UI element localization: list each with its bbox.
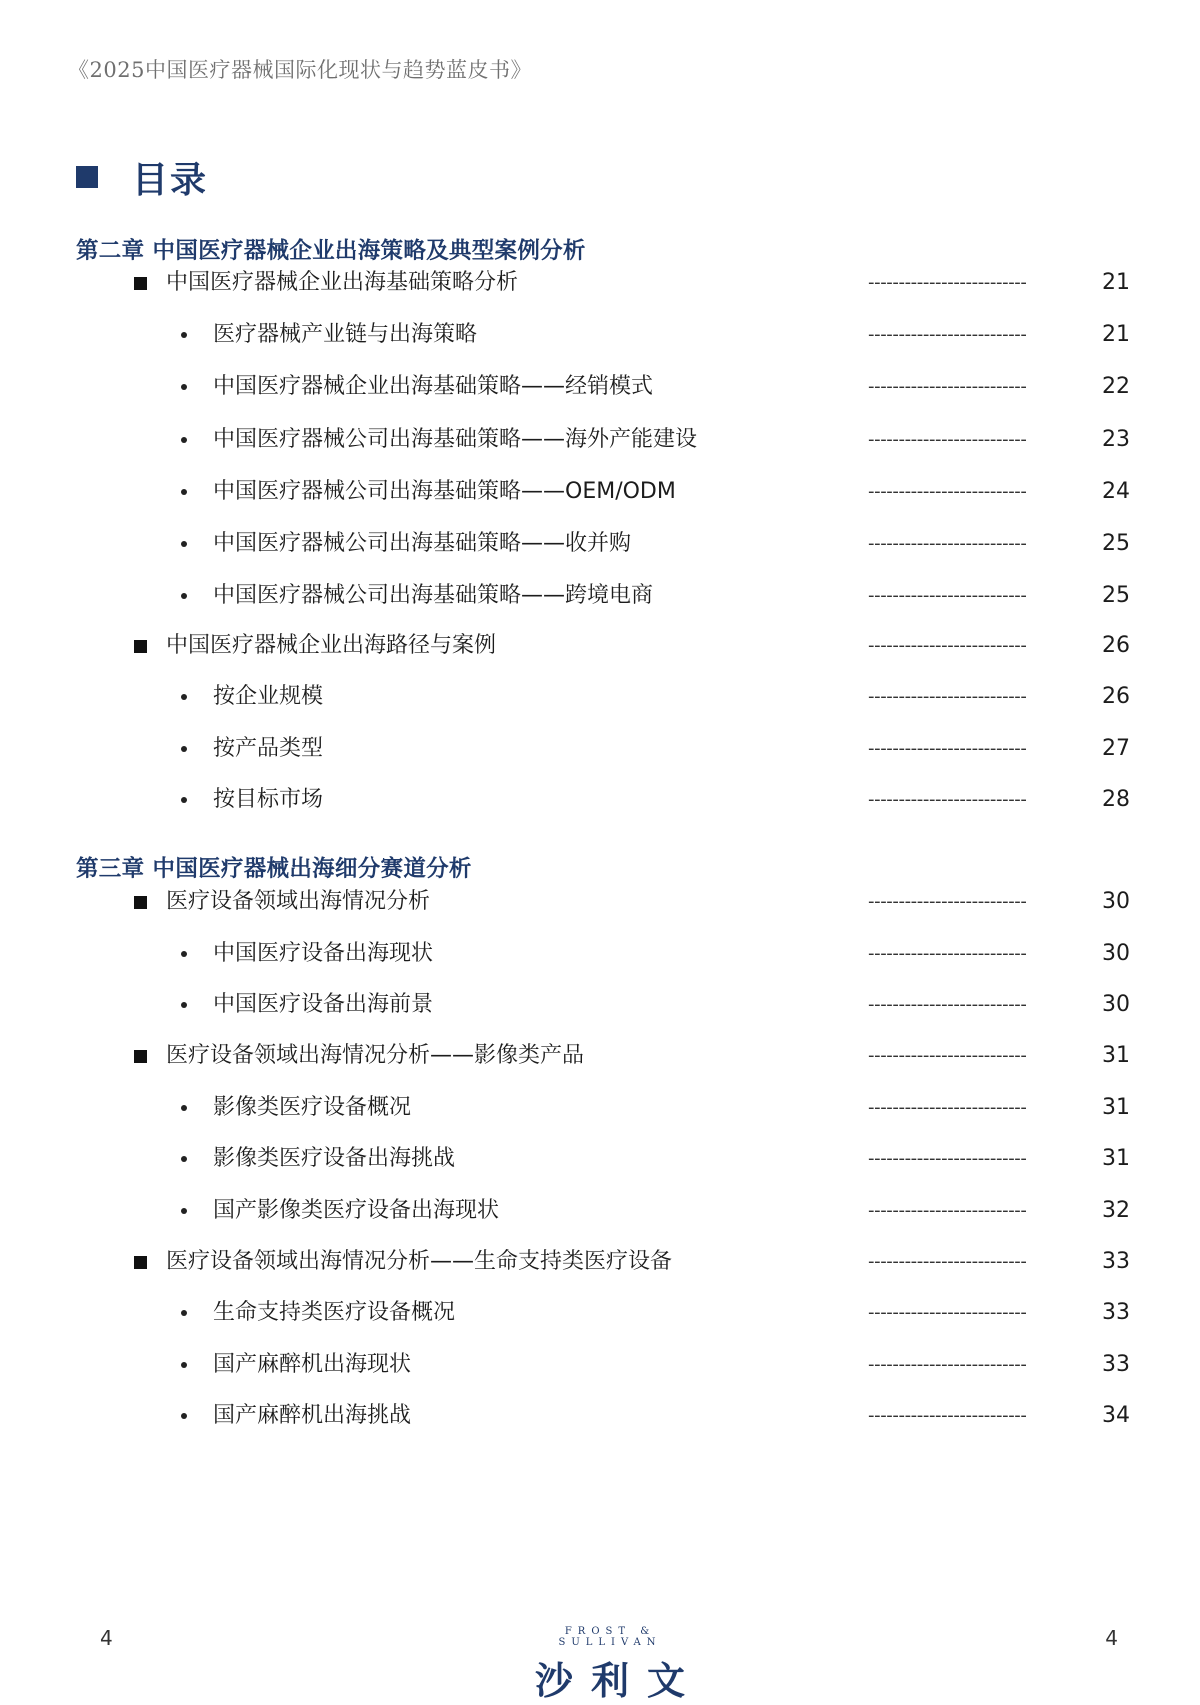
entry-label: 中国医疗器械企业出海基础策略分析 <box>166 270 519 295</box>
entry-label: 中国医疗设备出海现状 <box>213 941 434 966</box>
chapter-title: 第二章 中国医疗器械企业出海策略及典型案例分析 <box>76 238 586 264</box>
dot-leader: -------------------------- <box>868 1148 1027 1169</box>
entry-page-number: 21 <box>1102 322 1130 347</box>
entry-page-number: 33 <box>1102 1352 1130 1377</box>
toc-subsection-entry[interactable] <box>0 937 1200 971</box>
dot-bullet-icon <box>181 1413 187 1419</box>
dot-bullet-icon <box>181 746 187 752</box>
toc-section-entry[interactable] <box>0 885 1200 919</box>
dot-leader: -------------------------- <box>868 1251 1027 1272</box>
dot-bullet-icon <box>181 1156 187 1162</box>
dot-leader: -------------------------- <box>868 635 1027 656</box>
entry-page-number: 22 <box>1102 374 1130 399</box>
toc-subsection-entry[interactable] <box>0 1348 1200 1382</box>
dot-bullet-icon <box>181 593 187 599</box>
toc-section-entry[interactable] <box>0 1245 1200 1279</box>
logo-chinese: 沙利文 <box>534 1659 703 1703</box>
entry-page-number: 30 <box>1102 992 1130 1017</box>
dot-leader: -------------------------- <box>868 994 1027 1015</box>
toc-section-entry[interactable] <box>0 1039 1200 1073</box>
dot-bullet-icon <box>181 541 187 547</box>
entry-label: 医疗器械产业链与出海策略 <box>213 322 478 347</box>
entry-page-number: 28 <box>1102 787 1130 812</box>
entry-label: 国产影像类医疗设备出海现状 <box>213 1198 500 1223</box>
entry-page-number: 34 <box>1102 1403 1130 1428</box>
entry-page-number: 26 <box>1102 684 1130 709</box>
entry-label: 中国医疗器械公司出海基础策略——跨境电商 <box>213 583 654 608</box>
dot-leader: -------------------------- <box>868 686 1027 707</box>
dot-bullet-icon <box>181 332 187 338</box>
toc-section-entry[interactable] <box>0 629 1200 663</box>
dot-leader: -------------------------- <box>868 272 1027 293</box>
entry-label: 国产麻醉机出海现状 <box>213 1352 412 1377</box>
dot-leader: -------------------------- <box>868 891 1027 912</box>
entry-label: 医疗设备领域出海情况分析——生命支持类医疗设备 <box>166 1249 673 1274</box>
toc-title: 目录 <box>132 158 209 201</box>
dot-leader: -------------------------- <box>868 376 1027 397</box>
entry-label: 中国医疗器械公司出海基础策略——海外产能建设 <box>213 427 698 452</box>
dot-bullet-icon <box>181 797 187 803</box>
entry-label: 生命支持类医疗设备概况 <box>213 1300 456 1325</box>
toc-subsection-entry[interactable] <box>0 579 1200 613</box>
dot-leader: -------------------------- <box>868 324 1027 345</box>
toc-subsection-entry[interactable] <box>0 423 1200 457</box>
entry-page-number: 23 <box>1102 427 1130 452</box>
entry-label: 按目标市场 <box>213 787 324 812</box>
square-bullet-icon <box>76 166 98 188</box>
toc-subsection-entry[interactable] <box>0 1194 1200 1228</box>
square-bullet-icon <box>134 1050 147 1063</box>
dot-bullet-icon <box>181 384 187 390</box>
square-bullet-icon <box>134 1256 147 1269</box>
entry-page-number: 24 <box>1102 479 1130 504</box>
entry-label: 中国医疗器械公司出海基础策略——收并购 <box>213 531 632 556</box>
dot-bullet-icon <box>181 1310 187 1316</box>
entry-label: 影像类医疗设备出海挑战 <box>213 1146 456 1171</box>
entry-page-number: 31 <box>1102 1095 1130 1120</box>
dot-leader: -------------------------- <box>868 1045 1027 1066</box>
entry-page-number: 31 <box>1102 1043 1130 1068</box>
toc-heading <box>76 152 208 202</box>
entry-page-number: 30 <box>1102 889 1130 914</box>
dot-leader: -------------------------- <box>868 1302 1027 1323</box>
logo-wordmark: FROST & SULLIVAN <box>558 1626 662 1648</box>
entry-page-number: 25 <box>1102 531 1130 556</box>
dot-leader: -------------------------- <box>868 585 1027 606</box>
entry-page-number: 33 <box>1102 1300 1130 1325</box>
dot-bullet-icon <box>181 951 187 957</box>
dot-leader: -------------------------- <box>868 1405 1027 1426</box>
square-bullet-icon <box>134 640 147 653</box>
page-number-right: 4 <box>1105 1626 1118 1650</box>
toc-subsection-entry[interactable] <box>0 783 1200 817</box>
dot-leader: -------------------------- <box>868 789 1027 810</box>
dot-bullet-icon <box>181 1208 187 1214</box>
entry-label: 按企业规模 <box>213 684 324 709</box>
dot-leader: -------------------------- <box>868 481 1027 502</box>
entry-page-number: 33 <box>1102 1249 1130 1274</box>
toc-subsection-entry[interactable] <box>0 318 1200 352</box>
dot-bullet-icon <box>181 1105 187 1111</box>
entry-label: 医疗设备领域出海情况分析——影像类产品 <box>166 1043 585 1068</box>
toc-subsection-entry[interactable] <box>0 475 1200 509</box>
dot-leader: -------------------------- <box>868 1354 1027 1375</box>
dot-bullet-icon <box>181 437 187 443</box>
toc-subsection-entry[interactable] <box>0 680 1200 714</box>
frost-sullivan-logo <box>510 1626 710 1705</box>
dot-leader: -------------------------- <box>868 533 1027 554</box>
toc-subsection-entry[interactable] <box>0 1296 1200 1330</box>
dot-bullet-icon <box>181 1002 187 1008</box>
dot-leader: -------------------------- <box>868 943 1027 964</box>
entry-page-number: 21 <box>1102 270 1130 295</box>
entry-label: 中国医疗器械企业出海路径与案例 <box>166 633 497 658</box>
toc-subsection-entry[interactable] <box>0 988 1200 1022</box>
entry-page-number: 30 <box>1102 941 1130 966</box>
chapter-title: 第三章 中国医疗器械出海细分赛道分析 <box>76 856 472 882</box>
square-bullet-icon <box>134 896 147 909</box>
entry-label: 中国医疗设备出海前景 <box>213 992 434 1017</box>
dot-leader: -------------------------- <box>868 429 1027 450</box>
dot-bullet-icon <box>181 694 187 700</box>
toc-subsection-entry[interactable] <box>0 1091 1200 1125</box>
dot-bullet-icon <box>181 1362 187 1368</box>
toc-subsection-entry[interactable] <box>0 732 1200 766</box>
entry-label: 中国医疗器械公司出海基础策略——OEM/ODM <box>213 479 676 504</box>
toc-section-entry[interactable] <box>0 266 1200 300</box>
entry-page-number: 31 <box>1102 1146 1130 1171</box>
entry-label: 中国医疗器械企业出海基础策略——经销模式 <box>213 374 654 399</box>
entry-page-number: 26 <box>1102 633 1130 658</box>
running-head: 《2025中国医疗器械国际化现状与趋势蓝皮书》 <box>68 58 532 82</box>
entry-label: 国产麻醉机出海挑战 <box>213 1403 412 1428</box>
dot-bullet-icon <box>181 489 187 495</box>
toc-subsection-entry[interactable] <box>0 370 1200 404</box>
square-bullet-icon <box>134 277 147 290</box>
dot-leader: -------------------------- <box>868 1097 1027 1118</box>
toc-subsection-entry[interactable] <box>0 527 1200 561</box>
dot-leader: -------------------------- <box>868 738 1027 759</box>
entry-label: 医疗设备领域出海情况分析 <box>166 889 431 914</box>
page-number-left: 4 <box>100 1626 113 1650</box>
entry-page-number: 25 <box>1102 583 1130 608</box>
dot-leader: -------------------------- <box>868 1200 1027 1221</box>
entry-page-number: 32 <box>1102 1198 1130 1223</box>
entry-label: 按产品类型 <box>213 736 324 761</box>
entry-page-number: 27 <box>1102 736 1130 761</box>
toc-subsection-entry[interactable] <box>0 1142 1200 1176</box>
toc-subsection-entry[interactable] <box>0 1399 1200 1433</box>
entry-label: 影像类医疗设备概况 <box>213 1095 412 1120</box>
